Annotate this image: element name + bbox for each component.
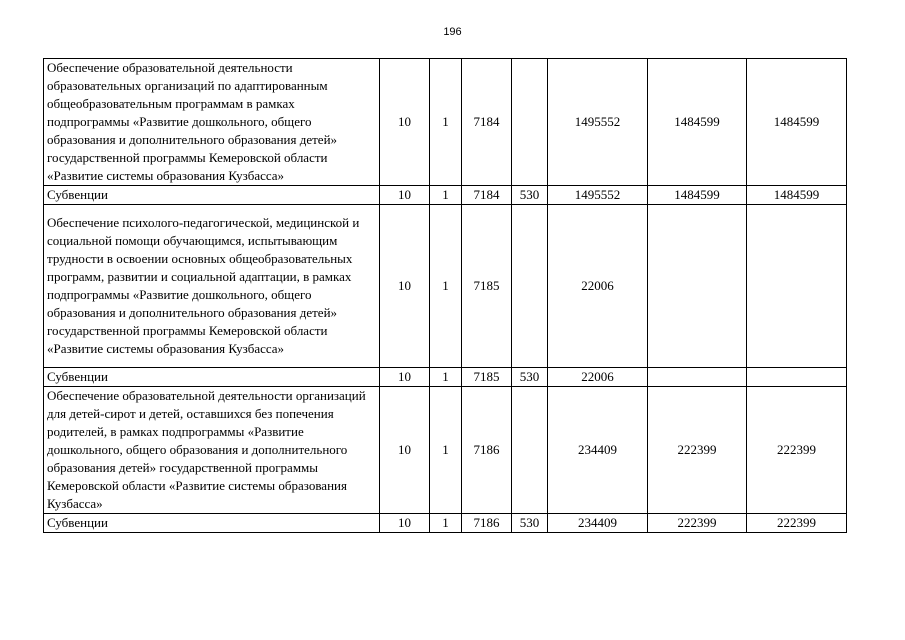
- target-article-code: 7185: [462, 368, 512, 387]
- subsection-code: 1: [430, 186, 462, 205]
- amount-year-1: 1495552: [548, 59, 648, 186]
- expense-type-code: 530: [512, 368, 548, 387]
- amount-year-2: [648, 205, 747, 368]
- target-article-code: 7184: [462, 59, 512, 186]
- amount-year-1: 22006: [548, 205, 648, 368]
- amount-year-3: 222399: [747, 387, 847, 514]
- target-article-code: 7184: [462, 186, 512, 205]
- amount-year-3: 222399: [747, 514, 847, 533]
- subsection-code: 1: [430, 59, 462, 186]
- table-row: [44, 387, 847, 514]
- table-row: [44, 186, 847, 205]
- expense-type-code: [512, 387, 548, 514]
- amount-year-1: 234409: [548, 514, 648, 533]
- page-number: 196: [443, 26, 462, 38]
- amount-year-1: 234409: [548, 387, 648, 514]
- section-code: 10: [380, 205, 430, 368]
- amount-year-3: [747, 368, 847, 387]
- amount-year-2: 1484599: [648, 59, 747, 186]
- amount-year-2: 1484599: [648, 186, 747, 205]
- expense-type-code: [512, 205, 548, 368]
- target-article-code: 7186: [462, 387, 512, 514]
- section-code: 10: [380, 59, 430, 186]
- amount-year-2: [648, 368, 747, 387]
- row-description: Обеспечение образовательной деятельности организаций для детей-сирот и детей, оставшихся без попечения родителей, в рамках подпрограммы «Развитие дошкольного, общего образования и дополнительного образования детей» государственной программы Кемеровской области «Развитие системы образования Кузбасса»: [44, 387, 380, 514]
- target-article-code: 7185: [462, 205, 512, 368]
- section-code: 10: [380, 514, 430, 533]
- subsection-code: 1: [430, 205, 462, 368]
- expense-type-code: [512, 59, 548, 186]
- table-row: [44, 368, 847, 387]
- subsection-code: 1: [430, 368, 462, 387]
- amount-year-2: 222399: [648, 387, 747, 514]
- row-description: Субвенции: [44, 186, 380, 205]
- subsection-code: 1: [430, 387, 462, 514]
- section-code: 10: [380, 387, 430, 514]
- amount-year-3: 1484599: [747, 59, 847, 186]
- row-description: Субвенции: [44, 514, 380, 533]
- table-row: [44, 205, 847, 368]
- row-description: Обеспечение образовательной деятельности образовательных организаций по адаптированным общеобразовательным программам в рамках подпрограммы «Развитие дошкольного, общего образования и дополнительного образования детей» государственной программы Кемеровской области «Развитие системы образования Кузбасса»: [44, 59, 380, 186]
- section-code: 10: [380, 368, 430, 387]
- amount-year-3: 1484599: [747, 186, 847, 205]
- table-row: [44, 514, 847, 533]
- table-row: [44, 59, 847, 186]
- amount-year-2: 222399: [648, 514, 747, 533]
- expense-type-code: 530: [512, 514, 548, 533]
- budget-table: [43, 58, 847, 533]
- amount-year-1: 1495552: [548, 186, 648, 205]
- amount-year-3: [747, 205, 847, 368]
- target-article-code: 7186: [462, 514, 512, 533]
- row-description: Обеспечение психолого-педагогической, медицинской и социальной помощи обучающимся, испытывающим трудности в освоении основных общеобразовательных программ, развитии и социальной адаптации, в рамках подпрограммы «Развитие дошкольного, общего образования и дополнительного образования детей» государственной программы Кемеровской области «Развитие системы образования Кузбасса»: [44, 205, 380, 368]
- section-code: 10: [380, 186, 430, 205]
- amount-year-1: 22006: [548, 368, 648, 387]
- expense-type-code: 530: [512, 186, 548, 205]
- row-description: Субвенции: [44, 368, 380, 387]
- subsection-code: 1: [430, 514, 462, 533]
